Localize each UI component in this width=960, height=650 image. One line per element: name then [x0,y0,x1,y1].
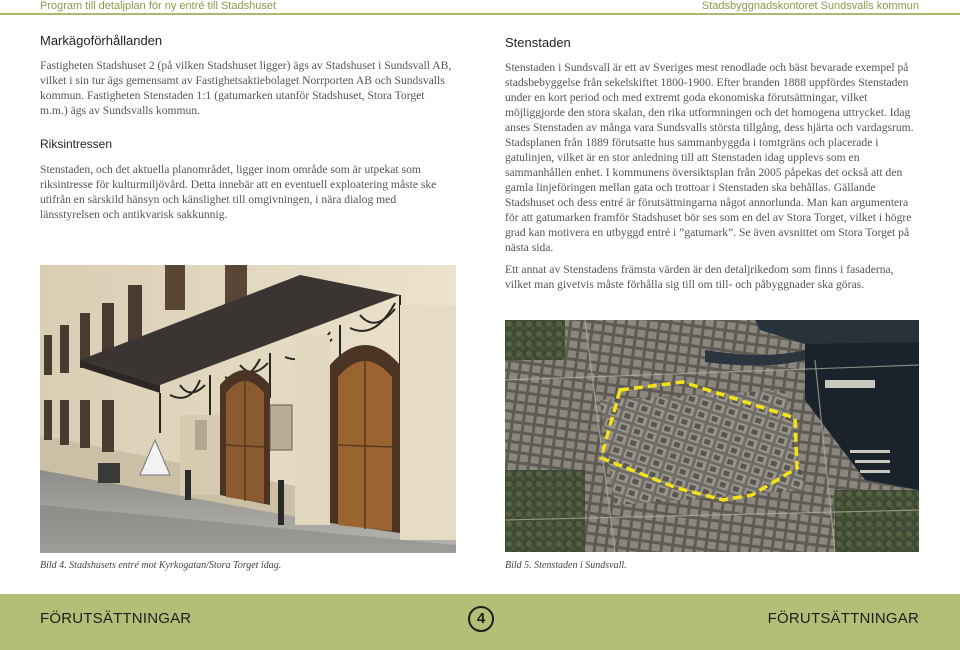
caption-bild-5: Bild 5. Stenstaden i Sundsvall. [505,560,627,571]
running-header-publisher: Stadsbyggnadskontoret Sundsvalls kommun [701,0,919,12]
footer-section-right: FÖRUTSÄTTNINGAR [767,610,919,627]
heading-markagoforhallanden: Markägoförhållanden [40,33,163,48]
paragraph-markagoforhallanden: Fastigheten Stadshuset 2 (på vilken Stadshuset ligger) ägs av Stadshuset i Sundsvall AB, vilket i sin tur ägs gemensamt av Fastighetsaktiebolaget Norrporten AB och Sundsvalls kommun. Fastigheten Stenstaden 1:1 (gatumarken utanför Stadshuset, Stora Torget m.m.) ägs av Sundsvalls kommun. [40,59,452,117]
footer-section-left: FÖRUTSÄTTNINGAR [40,610,192,627]
caption-bild-4: Bild 4. Stadshusets entré mot Kyrkogatan/Stora Torget idag. [40,560,282,571]
running-header-title: Program till detaljplan för ny entré till Stadshuset [40,0,277,12]
paragraph-stenstaden-history: Stenstaden i Sundsvall är ett av Sveriges mest renodlade och bäst bevarade exempel på stadsbebyggelse från sekelskiftet 1800-1900. Efter branden 1888 uppfördes Stenstaden under en kort period och med extremt goda ekonomiska förutsättningar, vilket möjliggjorde den stora skalan, den rika utformningen och det homogena uttrycket. Idag anses Stenstaden av många vara Sundsvalls största tillgång, dess hjärta och vardagsrum. Stadsplanen från 1889 förutsatte hus sammanbyggda i tomtgräns och placerade i gatulinjen, vilket är en stor anledning till att Stenstaden idag upplevs som en sammanhållen enhet. I kommunens översiktsplan från 2005 påpekas det också att den gamla linjeföringen mellan gata och trottoar i Stenstaden ska behållas. Gällande Stadshuset och dess entré är förutsättningarna något annorlunda. Man kan argumentera för att gatumarken framför Stadshuset bör ses som en del av Stora Torget, vilket i högre grad kan motivera en utbyggd entré i ”gatumark”. Se även avsnittet om Stora Torget på nästa sida. [505,61,914,254]
heading-riksintressen: Riksintressen [40,137,113,151]
paragraph-riksintressen: Stenstaden, och det aktuella planområdet, ligger inom område som är utpekat som riksintresse för kulturmiljövård. Detta innebär att en eventuell exploatering måste ske utifrån en särskild hänsyn och känslighet till omgivningen, i nära dialog med länsstyrelsen och antikvarisk sakkunnig. [40,163,437,221]
aerial-photo-stenstaden [505,320,919,552]
header-rule [0,13,960,15]
paragraph-stenstaden-details: Ett annat av Stenstadens främsta värden är den detaljrikedom som finns i fasaderna, vilket man givetvis måste förhålla sig till om till- och påbyggnader ska göras. [505,263,894,291]
photo-stadshuset-entrance [40,265,456,553]
heading-stenstaden: Stenstaden [505,35,571,50]
stadshuset-entrance-illustration [40,265,456,553]
footer-band [0,594,960,650]
aerial-map-illustration [505,320,919,552]
page-number: 4 [468,606,494,632]
